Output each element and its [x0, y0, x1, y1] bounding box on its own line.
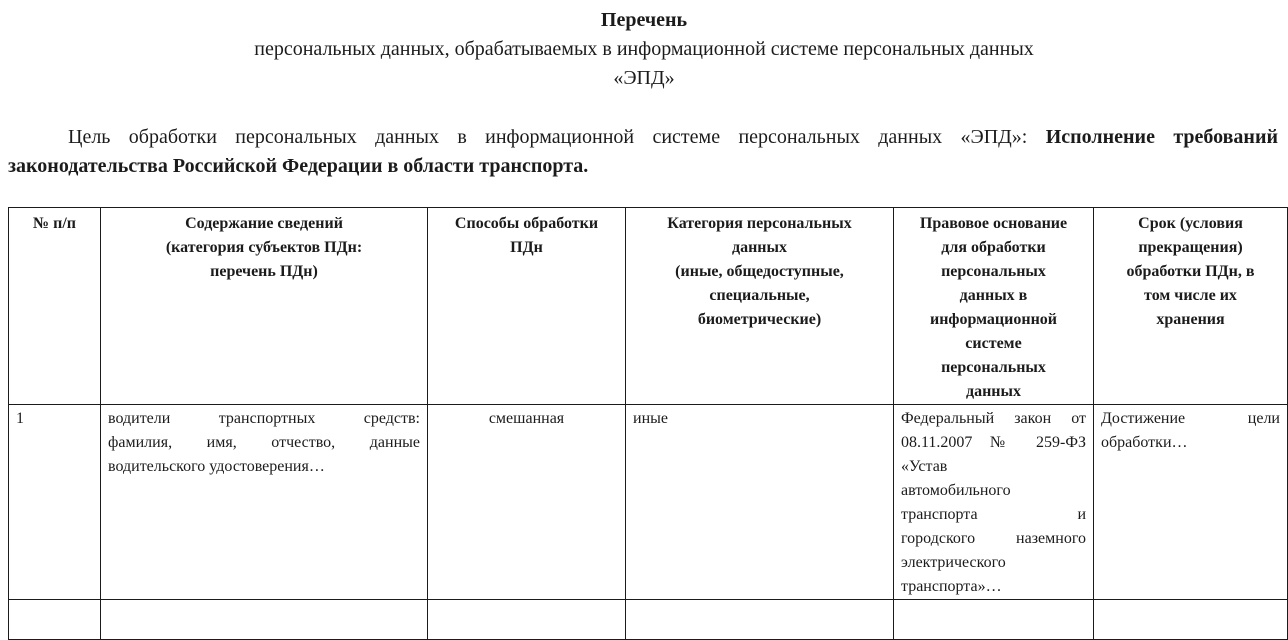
cell-number: 1 [9, 405, 101, 600]
col-header-category: Категория персональных данных (иные, общедоступные, специальные, биометрические) [626, 208, 894, 405]
document-header [8, 6, 1280, 93]
cell-content: водители транспортных средств: фамилия, имя, отчество, данные водительского удостоверения… [101, 405, 428, 600]
col-header-retention-term: Срок (условия прекращения) обработки ПДн, в том числе их хранения [1094, 208, 1288, 405]
document-subtitle: персональных данных, обрабатываемых в информационной системе персональных данных [254, 38, 1034, 60]
cell-category: иные [626, 405, 894, 600]
col-header-number: № п/п [9, 208, 101, 405]
cell-retention-term-partial [1094, 600, 1288, 640]
cell-number-partial [9, 600, 101, 640]
col-header-content: Содержание сведений (категория субъектов ПДн: перечень ПДн) [101, 208, 428, 405]
purpose-text: Цель обработки персональных данных в информационной системе персональных данных «ЭПД»: [68, 126, 1046, 148]
cell-content-partial [101, 600, 428, 640]
personal-data-table [8, 207, 1288, 640]
cell-processing-method-partial [428, 600, 626, 640]
cell-processing-method: смешанная [428, 405, 626, 600]
cell-retention-term: Достижение цели обработки… [1094, 405, 1288, 600]
purpose-goal-text: Исполнение требований законодательства Российской Федерации в области транспорта. [8, 126, 1278, 177]
table-row-partial [9, 600, 1288, 640]
document-system-name: «ЭПД» [613, 67, 675, 89]
purpose-paragraph [8, 123, 1278, 181]
cell-legal-basis-partial [894, 600, 1094, 640]
table-row [9, 405, 1288, 600]
col-header-legal-basis: Правовое основание для обработки персональных данных в информационной системе персональных данных [894, 208, 1094, 405]
cell-category-partial [626, 600, 894, 640]
document-title: Перечень [600, 9, 688, 31]
cell-legal-basis: Федеральный закон от 08.11.2007 № 259-ФЗ «Устав автомобильного транспорта и городского наземного электрического транспорта»… [894, 405, 1094, 600]
table-header-row [9, 208, 1288, 405]
col-header-processing-method: Способы обработки ПДн [428, 208, 626, 405]
